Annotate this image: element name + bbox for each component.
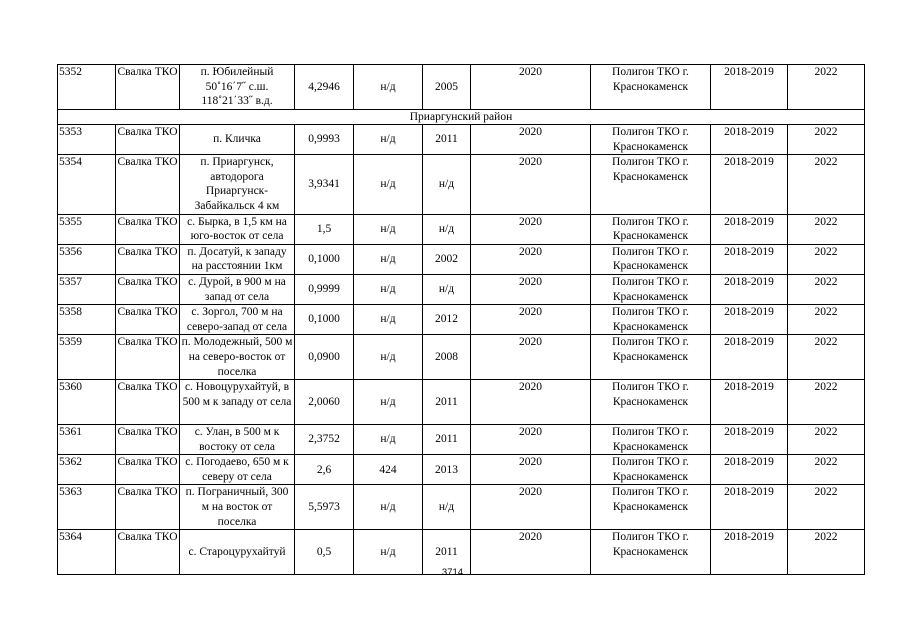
record-number-cell: 5360 <box>58 380 116 425</box>
volume-cell: н/д <box>354 274 423 304</box>
object-type-cell: Свалка ТКО <box>116 380 180 425</box>
location-cell: с. Дурой, в 900 м на запад от села <box>180 274 295 304</box>
destination-cell: Полигон ТКО г. Краснокаменск <box>591 335 711 380</box>
record-number-cell: 5363 <box>58 485 116 530</box>
period-cell: 2018-2019 <box>711 485 788 530</box>
destination-cell: Полигон ТКО г. Краснокаменск <box>591 425 711 455</box>
end-year-cell: 2022 <box>788 425 865 455</box>
area-cell: 0,9999 <box>295 274 354 304</box>
volume-cell: 424 <box>354 455 423 485</box>
volume-cell: н/д <box>354 155 423 214</box>
volume-cell: н/д <box>354 305 423 335</box>
location-cell: с. Погодаево, 650 м к северу от села <box>180 455 295 485</box>
period-cell: 2018-2019 <box>711 65 788 110</box>
closure-year-cell: 2020 <box>471 335 591 380</box>
area-cell: 0,9993 <box>295 125 354 155</box>
object-type-cell: Свалка ТКО <box>116 425 180 455</box>
record-number-cell: 5357 <box>58 274 116 304</box>
location-cell: п. Приаргунск, автодорога Приаргунск-Забайкальск 4 км <box>180 155 295 214</box>
location-cell: п. Пограничный, 300 м на восток от поселка <box>180 485 295 530</box>
record-number-cell: 5352 <box>58 65 116 110</box>
year-cell: н/д <box>423 155 471 214</box>
object-type-cell: Свалка ТКО <box>116 65 180 110</box>
destination-cell: Полигон ТКО г. Краснокаменск <box>591 125 711 155</box>
closure-year-cell: 2020 <box>471 155 591 214</box>
destination-cell: Полигон ТКО г. Краснокаменск <box>591 65 711 110</box>
period-cell: 2018-2019 <box>711 305 788 335</box>
region-row <box>58 110 865 125</box>
year-cell: 2011 <box>423 125 471 155</box>
closure-year-cell: 2020 <box>471 244 591 274</box>
location-cell: с. Улан, в 500 м к востоку от села <box>180 425 295 455</box>
record-number-cell: 5356 <box>58 244 116 274</box>
area-cell: 2,3752 <box>295 425 354 455</box>
object-type-cell: Свалка ТКО <box>116 305 180 335</box>
year-cell: н/д <box>423 485 471 530</box>
period-cell: 2018-2019 <box>711 274 788 304</box>
destination-cell: Полигон ТКО г. Краснокаменск <box>591 530 711 575</box>
closure-year-cell: 2020 <box>471 425 591 455</box>
area-cell: 0,0900 <box>295 335 354 380</box>
location-cell: п. Юбилейный 50˚16΄7˝ с.ш. 118˚21΄33˝ в.д. <box>180 65 295 110</box>
volume-cell: н/д <box>354 380 423 425</box>
end-year-cell: 2022 <box>788 455 865 485</box>
closure-year-cell: 2020 <box>471 485 591 530</box>
closure-year-cell: 2020 <box>471 65 591 110</box>
period-cell: 2018-2019 <box>711 455 788 485</box>
object-type-cell: Свалка ТКО <box>116 530 180 575</box>
closure-year-cell: 2020 <box>471 455 591 485</box>
table-row <box>58 485 865 530</box>
table-row <box>58 380 865 425</box>
table-body <box>58 65 865 575</box>
year-cell: 2005 <box>423 65 471 110</box>
area-cell: 2,0060 <box>295 380 354 425</box>
area-cell: 4,2946 <box>295 65 354 110</box>
volume-cell: н/д <box>354 214 423 244</box>
destination-cell: Полигон ТКО г. Краснокаменск <box>591 274 711 304</box>
period-cell: 2018-2019 <box>711 155 788 214</box>
location-cell: с. Староцурухайтуй <box>180 530 295 575</box>
end-year-cell: 2022 <box>788 214 865 244</box>
table-row <box>58 65 865 110</box>
volume-cell: н/д <box>354 425 423 455</box>
record-number-cell: 5355 <box>58 214 116 244</box>
area-cell: 0,1000 <box>295 244 354 274</box>
period-cell: 2018-2019 <box>711 530 788 575</box>
destination-cell: Полигон ТКО г. Краснокаменск <box>591 214 711 244</box>
location-cell: п. Молодежный, 500 м на северо-восток от поселка <box>180 335 295 380</box>
year-cell: 2011 <box>423 425 471 455</box>
record-number-cell: 5354 <box>58 155 116 214</box>
year-cell: 2011 <box>423 380 471 425</box>
record-number-cell: 5353 <box>58 125 116 155</box>
record-number-cell: 5358 <box>58 305 116 335</box>
area-cell: 0,1000 <box>295 305 354 335</box>
closure-year-cell: 2020 <box>471 380 591 425</box>
location-cell: п. Кличка <box>180 125 295 155</box>
period-cell: 2018-2019 <box>711 125 788 155</box>
year-cell: 2013 <box>423 455 471 485</box>
end-year-cell: 2022 <box>788 155 865 214</box>
object-type-cell: Свалка ТКО <box>116 125 180 155</box>
object-type-cell: Свалка ТКО <box>116 485 180 530</box>
record-number-cell: 5361 <box>58 425 116 455</box>
area-cell: 5,5973 <box>295 485 354 530</box>
volume-cell: н/д <box>354 335 423 380</box>
end-year-cell: 2022 <box>788 65 865 110</box>
landfill-table <box>57 64 865 575</box>
object-type-cell: Свалка ТКО <box>116 455 180 485</box>
area-cell: 1,5 <box>295 214 354 244</box>
end-year-cell: 2022 <box>788 530 865 575</box>
year-cell: 2011 <box>423 530 471 575</box>
location-cell: п. Досатуй, к западу на расстоянии 1км <box>180 244 295 274</box>
destination-cell: Полигон ТКО г. Краснокаменск <box>591 155 711 214</box>
year-cell: 2008 <box>423 335 471 380</box>
table-row <box>58 335 865 380</box>
destination-cell: Полигон ТКО г. Краснокаменск <box>591 380 711 425</box>
period-cell: 2018-2019 <box>711 380 788 425</box>
location-cell: с. Зоргол, 700 м на северо-запад от села <box>180 305 295 335</box>
year-cell: 2002 <box>423 244 471 274</box>
area-cell: 0,5 <box>295 530 354 575</box>
period-cell: 2018-2019 <box>711 335 788 380</box>
table-row <box>58 425 865 455</box>
year-cell: н/д <box>423 274 471 304</box>
closure-year-cell: 2020 <box>471 274 591 304</box>
year-cell: 2012 <box>423 305 471 335</box>
period-cell: 2018-2019 <box>711 425 788 455</box>
table-row <box>58 455 865 485</box>
page-number: 3714 <box>441 567 464 578</box>
volume-cell: н/д <box>354 65 423 110</box>
object-type-cell: Свалка ТКО <box>116 155 180 214</box>
end-year-cell: 2022 <box>788 335 865 380</box>
table-row <box>58 244 865 274</box>
volume-cell: н/д <box>354 125 423 155</box>
end-year-cell: 2022 <box>788 305 865 335</box>
table-row <box>58 125 865 155</box>
volume-cell: н/д <box>354 530 423 575</box>
closure-year-cell: 2020 <box>471 305 591 335</box>
area-cell: 3,9341 <box>295 155 354 214</box>
destination-cell: Полигон ТКО г. Краснокаменск <box>591 455 711 485</box>
end-year-cell: 2022 <box>788 380 865 425</box>
table-row <box>58 214 865 244</box>
record-number-cell: 5364 <box>58 530 116 575</box>
location-cell: с. Новоцурухайтуй, в 500 м к западу от села <box>180 380 295 425</box>
end-year-cell: 2022 <box>788 244 865 274</box>
volume-cell: н/д <box>354 485 423 530</box>
period-cell: 2018-2019 <box>711 244 788 274</box>
object-type-cell: Свалка ТКО <box>116 335 180 380</box>
closure-year-cell: 2020 <box>471 530 591 575</box>
area-cell: 2,6 <box>295 455 354 485</box>
end-year-cell: 2022 <box>788 485 865 530</box>
table-row <box>58 274 865 304</box>
closure-year-cell: 2020 <box>471 214 591 244</box>
object-type-cell: Свалка ТКО <box>116 214 180 244</box>
end-year-cell: 2022 <box>788 125 865 155</box>
record-number-cell: 5359 <box>58 335 116 380</box>
object-type-cell: Свалка ТКО <box>116 274 180 304</box>
destination-cell: Полигон ТКО г. Краснокаменск <box>591 485 711 530</box>
table-row <box>58 155 865 214</box>
object-type-cell: Свалка ТКО <box>116 244 180 274</box>
period-cell: 2018-2019 <box>711 214 788 244</box>
region-label: Приаргунский район <box>58 110 865 125</box>
table-row <box>58 305 865 335</box>
destination-cell: Полигон ТКО г. Краснокаменск <box>591 244 711 274</box>
volume-cell: н/д <box>354 244 423 274</box>
year-cell: н/д <box>423 214 471 244</box>
location-cell: с. Бырка, в 1,5 км на юго-восток от села <box>180 214 295 244</box>
record-number-cell: 5362 <box>58 455 116 485</box>
destination-cell: Полигон ТКО г. Краснокаменск <box>591 305 711 335</box>
end-year-cell: 2022 <box>788 274 865 304</box>
closure-year-cell: 2020 <box>471 125 591 155</box>
